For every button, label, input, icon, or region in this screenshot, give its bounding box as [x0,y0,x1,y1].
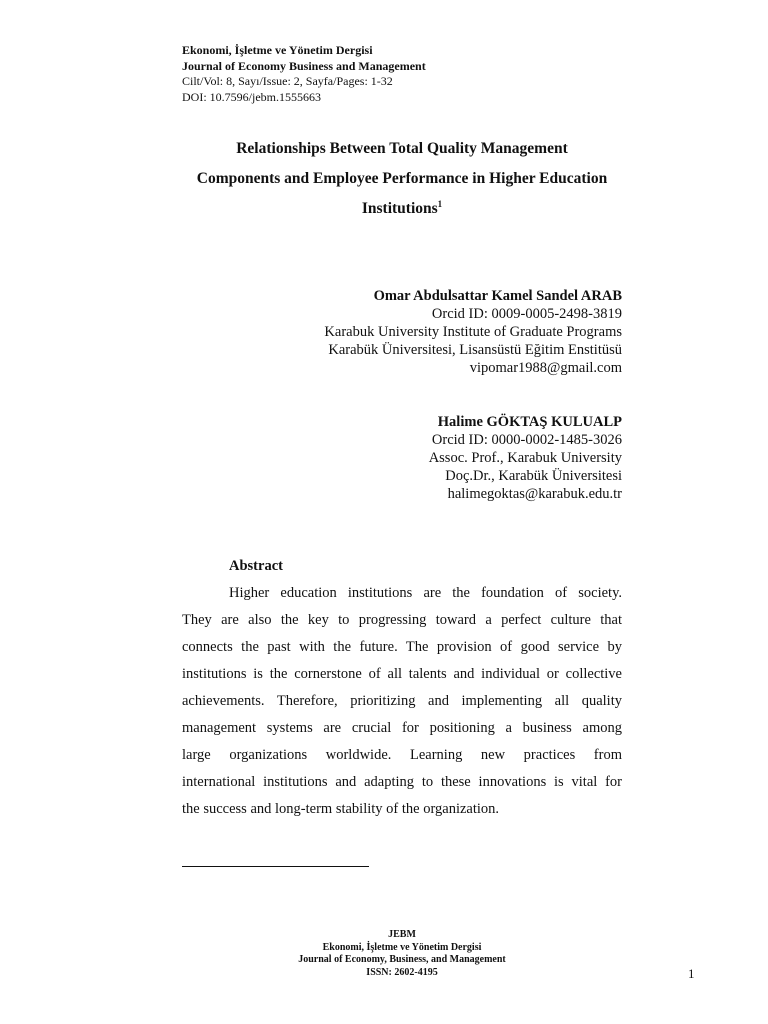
author-affiliation-en: Karabuk University Institute of Graduate Programs [324,324,622,340]
abstract-heading: Abstract [229,558,283,574]
author-title-tr: Doç.Dr., Karabük Üniversitesi [445,468,622,484]
author-orcid: Orcid ID: 0000-0002-1485-3026 [431,432,622,448]
abstract-line: They are also the key to progressing toward a perfect culture that [182,612,622,628]
journal-name-tr: Ekonomi, İşletme ve Yönetim Dergisi [182,43,373,57]
abstract-line: the success and long-term stability of the organization. [182,801,500,817]
author-email: vipomar1988@gmail.com [469,360,622,376]
abstract-line: large organizations worldwide. Learning new practices from [182,747,622,763]
title-footnote-mark: 1 [437,198,443,209]
title-line-1: Relationships Between Total Quality Management [236,140,568,157]
page-number: 1 [688,966,695,981]
abstract-line: Higher education institutions are the foundation of society. [229,585,622,601]
title-line-3 [182,194,622,224]
abstract-line: institutions is the cornerstone of all talents and individual or collective [182,666,622,682]
footer-issn: ISSN: 2602-4195 [366,966,438,978]
journal-volume-issue: Cilt/Vol: 8, Sayı/Issue: 2, Sayfa/Pages: 1-32 [182,74,393,88]
page-footer [182,929,622,979]
author-block-1 [324,287,622,377]
footnote-divider [182,866,369,867]
author-affiliation-tr: Karabük Üniversitesi, Lisansüstü Eğitim Enstitüsü [328,342,622,358]
journal-name-en: Journal of Economy Business and Management [182,58,426,73]
abstract-line: management systems are crucial for positioning a business among [182,720,622,736]
abstract-line: connects the past with the future. The provision of good service by [182,639,622,655]
title-line-2: Components and Employee Performance in Higher Education [196,170,608,187]
footer-journal-abbrev: JEBM [388,929,416,940]
abstract-body [182,580,622,823]
author-title-en: Assoc. Prof., Karabuk University [428,450,622,466]
title-line-3-text: Institutions [361,200,438,217]
paper-title [182,134,622,224]
author-name: Omar Abdulsattar Kamel Sandel ARAB [373,288,622,304]
author-block-2 [429,413,622,503]
abstract-line: international institutions and adapting to these innovations is vital for [182,774,622,790]
journal-header [182,43,426,105]
author-email: halimegoktas@karabuk.edu.tr [447,486,622,502]
author-name: Halime GÖKTAŞ KULUALP [437,414,622,430]
footer-journal-name-en: Journal of Economy, Business, and Management [298,954,506,965]
author-orcid: Orcid ID: 0009-0005-2498-3819 [431,306,622,322]
footer-journal-name-tr: Ekonomi, İşletme ve Yönetim Dergisi [322,941,482,953]
journal-doi: DOI: 10.7596/jebm.1555663 [182,89,321,104]
abstract-line: achievements. Therefore, prioritizing and implementing all quality [182,693,622,709]
